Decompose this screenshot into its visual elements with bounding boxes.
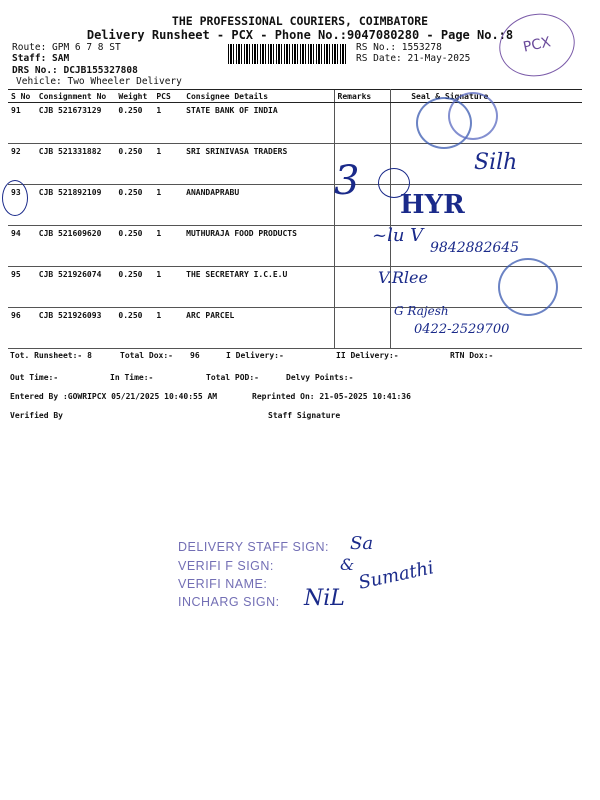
col-remarks: Remarks	[334, 90, 391, 103]
cell-pcs: 1	[153, 185, 183, 226]
cell-sno: 91	[8, 103, 36, 144]
total-dox-label: Total Dox:-	[120, 351, 173, 360]
handwritten-signature: &	[340, 555, 355, 574]
entered-by: Entered By :GOWRIPCX 05/21/2025 10:40:55 AM	[10, 392, 218, 401]
col-weight: Weight	[115, 90, 153, 103]
rs-date: RS Date: 21-May-2025	[356, 53, 471, 64]
handwritten-phone: 0422-2529700	[414, 322, 510, 337]
verified-by: Verified By	[10, 411, 63, 420]
col-consignment: Consignment No	[36, 90, 116, 103]
handwritten-signature: Sa	[350, 533, 374, 554]
cell-pcs: 1	[153, 144, 183, 185]
cell-consignee: SRI SRINIVASA TRADERS	[183, 144, 334, 185]
barcode	[228, 44, 348, 64]
handwritten-circle	[2, 180, 28, 216]
cell-remarks	[334, 103, 391, 144]
col-consignee: Consignee Details	[183, 90, 334, 103]
ii-delivery: II Delivery:-	[336, 351, 399, 360]
round-seal-stamp	[498, 258, 558, 316]
handwritten-signature: HYR	[400, 190, 465, 220]
incharge-sign-stamp: INCHARG SIGN:	[178, 595, 280, 609]
rs-number: RS No.: 1553278	[356, 42, 442, 53]
total-pod: Total POD:-	[206, 373, 259, 382]
cell-sno: 93	[8, 185, 36, 226]
cell-sno: 96	[8, 308, 36, 349]
cell-consignment: CJB 521926074	[36, 267, 116, 308]
cell-consignee: MUTHURAJA FOOD PRODUCTS	[183, 226, 334, 267]
cell-weight: 0.250	[115, 103, 153, 144]
verified-sign-stamp: VERIFI F SIGN:	[178, 559, 274, 573]
i-delivery: I Delivery:-	[226, 351, 284, 360]
cell-pcs: 1	[153, 226, 183, 267]
drs-number: DRS No.: DCJB155327808	[12, 65, 138, 76]
cell-sno: 92	[8, 144, 36, 185]
company-title: THE PROFESSIONAL COURIERS, COIMBATORE	[171, 14, 429, 28]
cell-remarks	[334, 308, 391, 349]
cell-consignee: ARC PARCEL	[183, 308, 334, 349]
cell-sno: 95	[8, 267, 36, 308]
cell-consignee: STATE BANK OF INDIA	[183, 103, 334, 144]
delivery-staff-sign-stamp: DELIVERY STAFF SIGN:	[178, 540, 330, 554]
staff-signature-label: Staff Signature	[268, 411, 341, 420]
handwritten-signature: NiL	[304, 586, 345, 611]
cell-weight: 0.250	[115, 226, 153, 267]
col-seal-signature: Seal & Signature	[391, 90, 582, 103]
table-row	[8, 185, 582, 226]
handwritten-name: G Rajesh	[394, 304, 449, 318]
cell-consignment: CJB 521609620	[36, 226, 116, 267]
col-pcs: PCS	[153, 90, 183, 103]
route-label: Route: GPM 6 7 8 ST	[12, 42, 121, 53]
total-dox-value: 96	[190, 351, 200, 360]
total-runsheet: Tot. Runsheet:- 8	[10, 351, 92, 360]
cell-pcs: 1	[153, 308, 183, 349]
staff-label: Staff: SAM	[12, 53, 70, 64]
rtn-dox: RTN Dox:-	[450, 351, 494, 360]
reprinted-on: Reprinted On: 21-05-2025 10:41:36	[252, 392, 411, 401]
runsheet-subtitle: Delivery Runsheet - PCX - Phone No.:9047080280 - Page No.:8	[86, 28, 514, 42]
handwritten-signature: ~lu V	[372, 225, 424, 246]
cell-consignment: CJB 521331882	[36, 144, 116, 185]
delvy-points: Delvy Points:-	[286, 373, 354, 382]
vehicle-label: Vehicle: Two Wheeler Delivery	[16, 76, 182, 87]
col-sno: S No	[8, 90, 36, 103]
cell-weight: 0.250	[115, 144, 153, 185]
cell-weight: 0.250	[115, 185, 153, 226]
cell-pcs: 1	[153, 103, 183, 144]
out-time: Out Time:-	[10, 373, 59, 382]
cell-consignment: CJB 521673129	[36, 103, 116, 144]
cell-pcs: 1	[153, 267, 183, 308]
cell-consignment: CJB 521892109	[36, 185, 116, 226]
handwritten-signature: Silh	[474, 150, 518, 175]
cell-weight: 0.250	[115, 267, 153, 308]
handwritten-remark: 3	[334, 158, 360, 204]
cell-sno: 94	[8, 226, 36, 267]
runsheet-table	[8, 89, 582, 349]
round-seal-stamp	[448, 92, 498, 140]
verified-name-stamp: VERIFI NAME:	[178, 577, 268, 591]
cell-consignee: THE SECRETARY I.C.E.U	[183, 267, 334, 308]
handwritten-phone: 9842882645	[430, 240, 520, 256]
pcx-stamp: PCX	[493, 7, 580, 83]
cell-weight: 0.250	[115, 308, 153, 349]
in-time: In Time:-	[110, 373, 154, 382]
cell-consignment: CJB 521926093	[36, 308, 116, 349]
cell-consignee: ANANDAPRABU	[183, 185, 334, 226]
handwritten-signature: V.Rlee	[378, 268, 428, 287]
table-header-row	[8, 90, 582, 103]
table-row	[8, 267, 582, 308]
handwritten-name: Sumathi	[356, 557, 436, 594]
